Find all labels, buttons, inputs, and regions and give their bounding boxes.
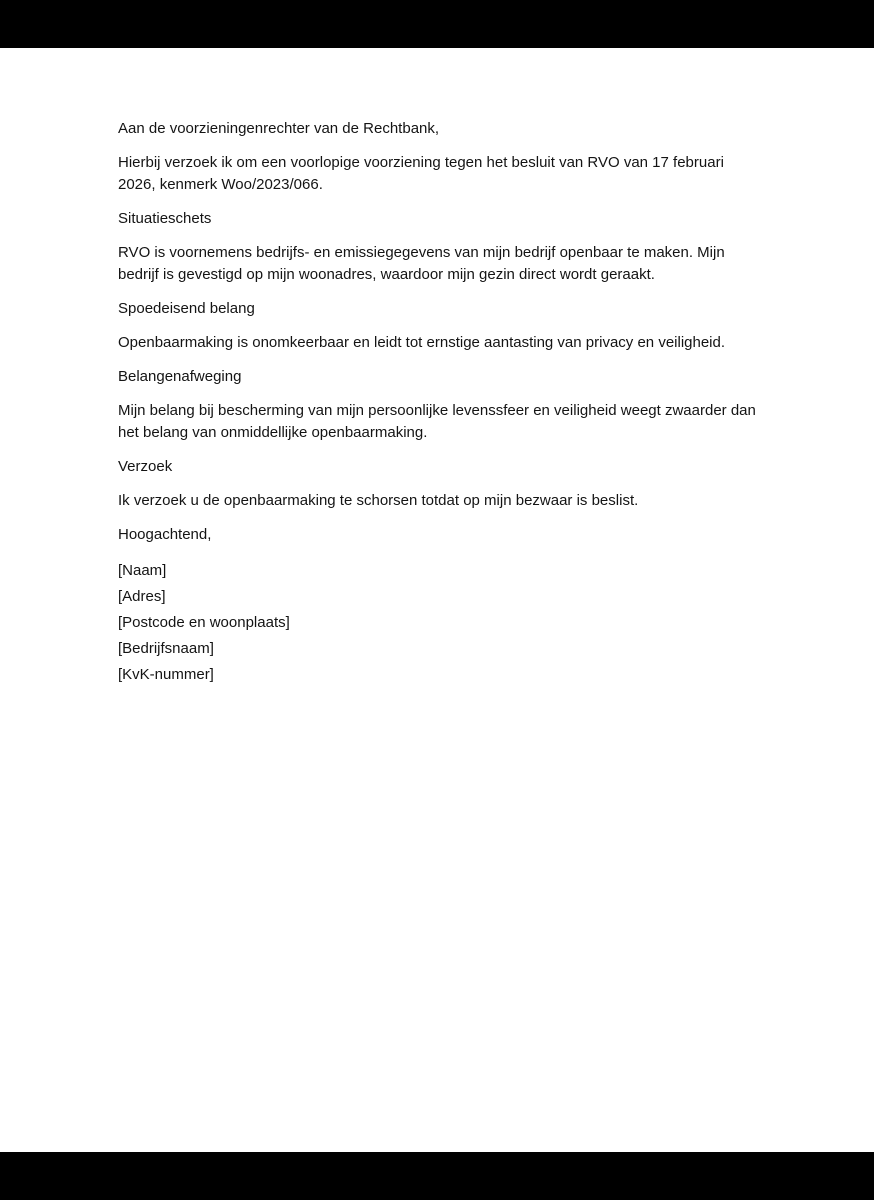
closing: Hoogachtend, [118, 526, 212, 543]
section-body-verzoek: Ik verzoek u de openbaarmaking te schorsen totdat op mijn bezwaar is beslist. [118, 492, 639, 509]
signature-kvk-number: [KvK-nummer] [118, 666, 214, 683]
signature-company-name: [Bedrijfsnaam] [118, 640, 214, 657]
signature-name: [Naam] [118, 562, 167, 579]
signature-postcode-city: [Postcode en woonplaats] [118, 614, 290, 631]
signature-address: [Adres] [118, 588, 166, 605]
section-heading-spoedeisend-belang: Spoedeisend belang [118, 300, 255, 317]
document-page [0, 48, 874, 1152]
section-body-belangenafweging: Mijn belang bij bescherming van mijn persoonlijke levenssfeer en veiligheid weegt zwaarder dan het belang van onmiddellijke openbaarmaking. [118, 402, 756, 441]
letter-body [118, 118, 758, 688]
section-heading-situatieschets: Situatieschets [118, 210, 212, 227]
section-body-situatieschets: RVO is voornemens bedrijfs- en emissiegegevens van mijn bedrijf openbaar te maken. Mijn bedrijf is gevestigd op mijn woonadres, waardoor mijn gezin direct wordt geraakt. [118, 244, 725, 283]
section-heading-belangenafweging: Belangenafweging [118, 368, 242, 385]
intro-paragraph: Hierbij verzoek ik om een voorlopige voorziening tegen het besluit van RVO van 17 februari 2026, kenmerk Woo/2023/066. [118, 154, 724, 193]
signature-block [118, 558, 758, 688]
section-heading-verzoek: Verzoek [118, 458, 173, 475]
section-body-spoedeisend-belang: Openbaarmaking is onomkeerbaar en leidt tot ernstige aantasting van privacy en veiligheid. [118, 334, 726, 351]
salutation: Aan de voorzieningenrechter van de Rechtbank, [118, 120, 440, 137]
